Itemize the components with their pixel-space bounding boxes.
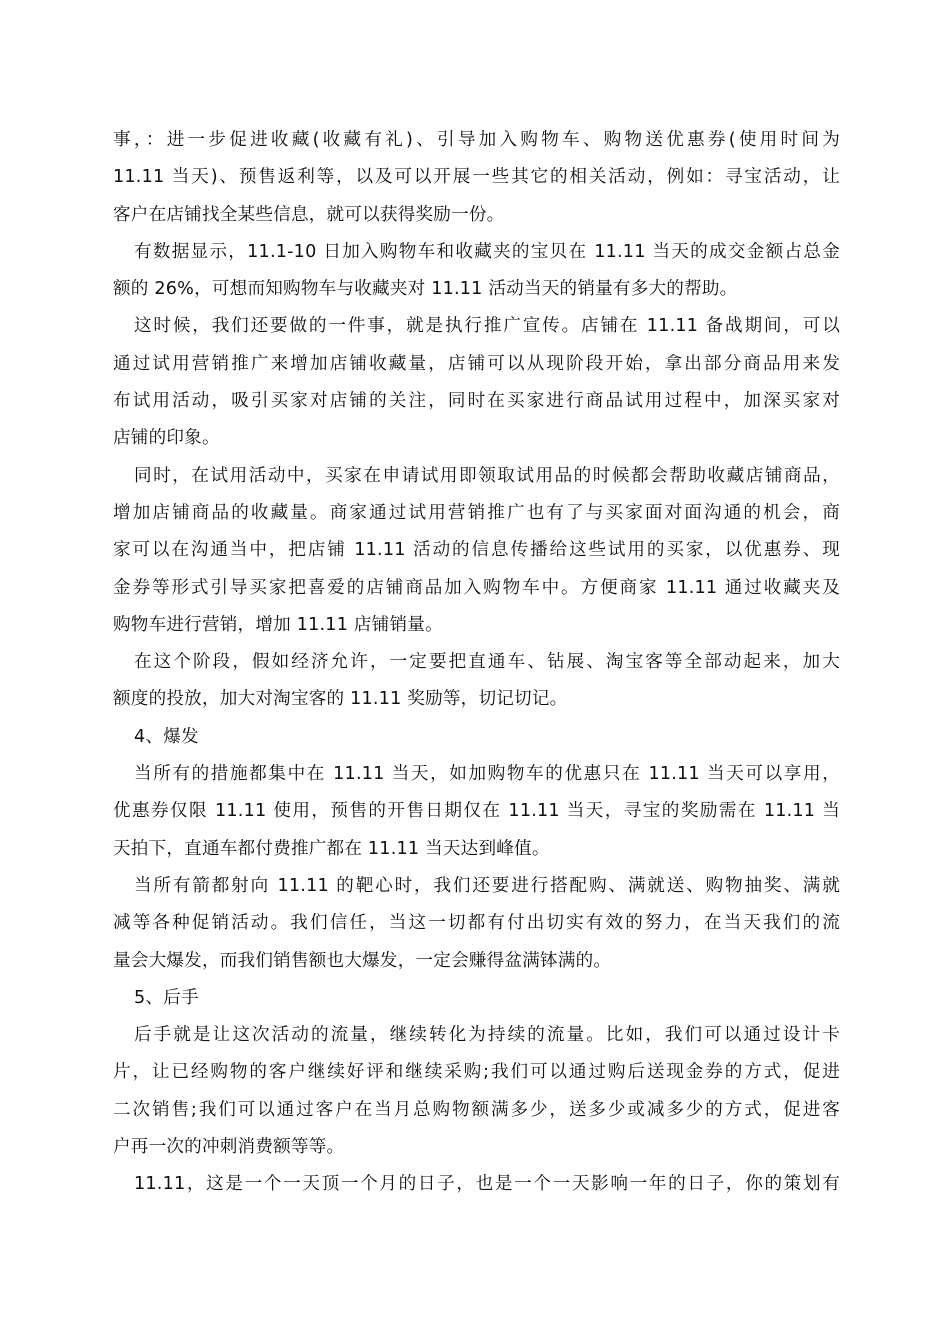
text-line: 减等各种促销活动。我们信任，当这一切都有付出切实有效的努力，在当天我们的流 xyxy=(113,913,840,934)
text-line: 量会大爆发，而我们销售额也大爆发，一定会赚得盆满钵满的。 xyxy=(113,950,612,971)
text-line: 11.11，这是一个一天顶一个月的日子，也是一个一天影响一年的日子，你的策划有 xyxy=(134,1174,840,1195)
text-line: 金券等形式引导买家把喜爱的店铺商品加入购物车中。方便商家 11.11 通过收藏夹及 xyxy=(113,577,840,598)
text-line: 优惠券仅限 11.11 使用，预售的开售日期仅在 11.11 当天，寻宝的奖励需在 11.11 当 xyxy=(113,801,840,822)
text-line: 当所有箭都射向 11.11 的靶心时，我们还要进行搭配购、满就送、购物抽奖、满就 xyxy=(134,875,840,896)
text-line: 在这个阶段，假如经济允许，一定要把直通车、钻展、淘宝客等全部动起来，加大 xyxy=(134,652,840,673)
text-line: 4、爆发 xyxy=(134,726,199,747)
text-line: 家可以在沟通当中，把店铺 11.11 活动的信息传播给这些试用的买家，以优惠券、现 xyxy=(113,540,840,561)
text-line: 当所有的措施都集中在 11.11 当天，如加购物车的优惠只在 11.11 当天可以享用， xyxy=(134,764,840,785)
text-line: 通过试用营销推广来增加店铺收藏量，店铺可以从现阶段开始，拿出部分商品用来发 xyxy=(113,353,840,374)
text-line: 店铺的印象。 xyxy=(113,428,220,449)
text-line: 5、后手 xyxy=(134,987,199,1008)
text-line: 购物车进行营销，增加 11.11 店铺销量。 xyxy=(113,614,443,635)
text-line: 户再一次的冲刺消费额等等。 xyxy=(113,1137,345,1158)
text-line: 布试用活动，吸引买家对店铺的关注，同时在买家进行商品试用过程中，加深买家对 xyxy=(113,391,840,412)
text-line: 事，：进一步促进收藏(收藏有礼)、引导加入购物车、购物送优惠券(使用时间为 xyxy=(113,130,840,150)
text-line: 客户在店铺找全某些信息，就可以获得奖励一份。 xyxy=(113,204,505,225)
text-line: 增加店铺商品的收藏量。商家通过试用营销推广也有了与买家面对面沟通的机会，商 xyxy=(113,502,840,523)
text-line: 后手就是让这次活动的流量，继续转化为持续的流量。比如，我们可以通过设计卡 xyxy=(134,1025,840,1046)
text-line: 额度的投放，加大对淘宝客的 11.11 奖励等，切记切记。 xyxy=(113,689,568,710)
text-line: 11.11 当天)、预售返利等，以及可以开展一些其它的相关活动，例如：寻宝活动，让 xyxy=(113,167,840,188)
text-line: 天拍下，直通车都付费推广都在 11.11 当天达到峰值。 xyxy=(113,838,550,859)
document-body xyxy=(113,122,840,1204)
text-line: 二次销售;我们可以通过客户在当月总购物额满多少，送多少或减多少的方式，促进客 xyxy=(113,1099,840,1120)
text-line: 同时，在试用活动中，买家在申请试用即领取试用品的时候都会帮助收藏店铺商品， xyxy=(134,465,840,486)
text-line: 这时候，我们还要做的一件事，就是执行推广宣传。店铺在 11.11 备战期间，可以 xyxy=(134,316,840,337)
text-line: 片，让已经购物的客户继续好评和继续采购;我们可以通过购后送现金券的方式，促进 xyxy=(113,1062,840,1083)
text-line: 有数据显示，11.1-10 日加入购物车和收藏夹的宝贝在 11.11 当天的成交金额占总金 xyxy=(134,241,840,262)
text-line: 额的 26%，可想而知购物车与收藏夹对 11.11 活动当天的销量有多大的帮助。 xyxy=(113,279,738,300)
